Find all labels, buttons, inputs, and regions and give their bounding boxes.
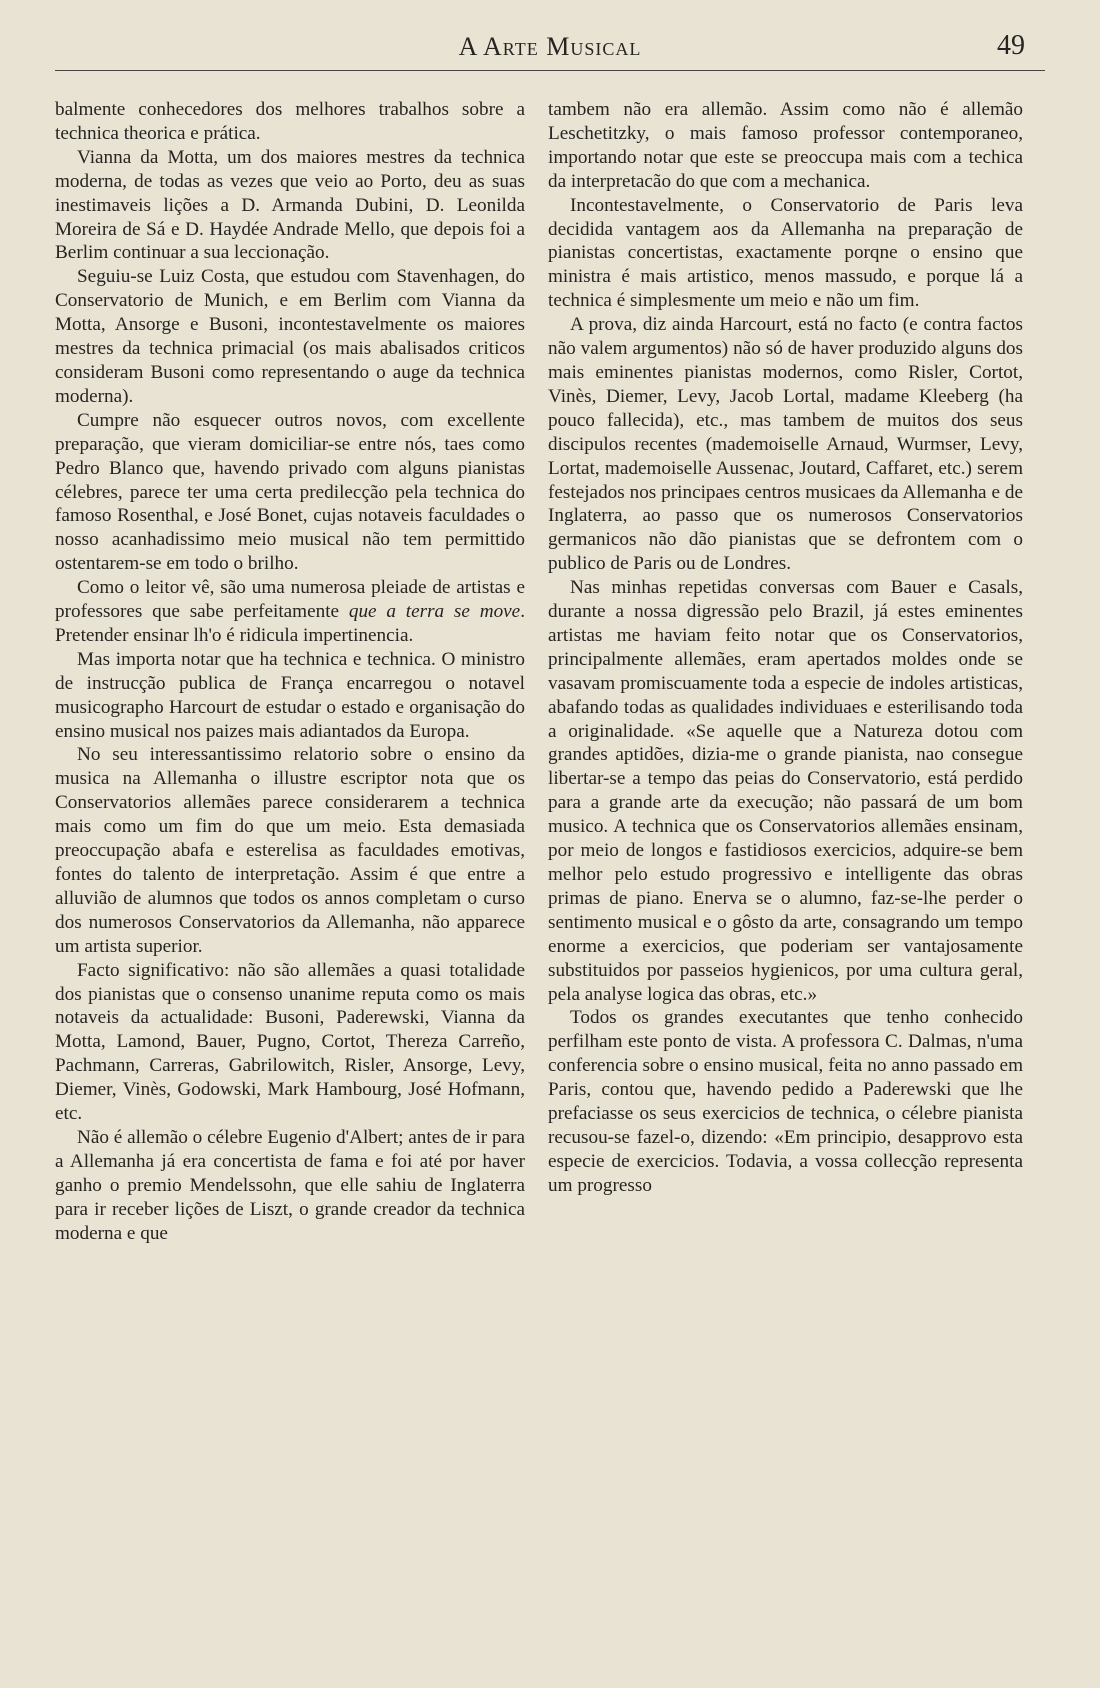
running-title: A Arte Musical [458, 32, 642, 61]
paragraph: Vianna da Motta, um dos maiores mestres da technica moderna, de todas as vezes que veio ao Porto, deu as suas inestimaveis lições a D. Armanda Dubini, D. Leonilda Moreira de Sá e D. Haydée Andrade Mello, que depois foi a Berlim continuar a sua leccionação. [55, 146, 525, 264]
paragraph: Não é allemão o célebre Eugenio d'Albert; antes de ir para a Allemanha já era concertista de fama e foi até por haver ganho o premio Mendelssohn, que elle sahiu de Inglaterra para ir receber lições de Liszt, o grande creador da technica moderna e que [55, 1126, 525, 1244]
paragraph: tambem não era allemão. Assim como não é allemão Leschetitzky, o mais famoso professor contemporaneo, importando notar que este se preoccupa mais com a techica da interpretacão do que com a mechanica. [548, 99, 1023, 192]
paragraph-text: Como o leitor vê, são uma numerosa pleiade de artistas e professores que sabe perfeitamente [55, 577, 525, 623]
header-rule [55, 70, 1045, 71]
paragraph: Nas minhas repetidas conversas com Bauer e Casals, durante a nossa digressão pelo Brazil, já estes eminentes artistas me haviam feito notar que os Conservatorios, principalmente allemães, eram apertados moldes onde se vasavam promiscuamente toda a especie de indoles artisticas, abafando todas as qualidades individuaes e esterilisando toda a originalidade. «Se aquelle que a Natureza dotou com grandes aptidões, dizia-me o grande pianista, nao consegue libertar-se a tempo das peias do Conservatorio, está perdido para a grande arte da execução; não passará de um bom musico. A technica que os Conservatorios allemães ensinam, por meio de longos e fastidiosos exercicios, adquire-se bem melhor pelo estudo progressivo e intelligente das obras primas de piano. Enerva se o alumno, faz-se-lhe perder o sentimento musical e o gôsto da arte, consagrando um tempo enorme a exercicios, que poderiam ser vantajosamente substituidos por passeios hygienicos, por uma cultura geral, pela analyse logica das obras, etc.» [548, 577, 1023, 1005]
paragraph: balmente conhecedores dos melhores trabalhos sobre a technica theorica e prática. [55, 99, 525, 144]
paragraph: Mas importa notar que ha technica e technica. O ministro de instrucção publica de França encarregou o notavel musicographo Harcourt de estudar o estado e organisação do ensino musical nos paizes mais adiantados da Europa. [55, 648, 525, 742]
paragraph: Cumpre não esquecer outros novos, com excellente preparação, que vieram domiciliar-se entre nós, taes como Pedro Blanco que, havendo privado com alguns pianistas célebres, parece ter uma certa predilecção pela technica do famoso Rosenthal, e José Bonet, cujas notaveis faculdades o nosso acanhadissimo meio musical não tem permittido ostentarem-se em todo o brilho. [55, 409, 525, 575]
paragraph: Incontestavelmente, o Conservatorio de Paris leva decidida vantagem aos da Allemanha na preparação de pianistas concertistas, exactamente porqne o ensino que ministra é mais artistico, menos massudo, e porque lá a technica é simplesmente um meio e não um fim. [548, 194, 1023, 312]
paragraph: Facto significativo: não são allemães a quasi totalidade dos pianistas que o consenso unanime reputa como os mais notaveis da actualidade: Busoni, Paderewski, Vianna da Motta, Lamond, Bauer, Pugno, Cortot, Thereza Carreño, Pachmann, Carreras, Gabrilowitch, Risler, Ansorge, Levy, Diemer, Vinès, Godowski, Mark Hambourg, José Hofmann, etc. [55, 959, 525, 1125]
page-header [55, 26, 1045, 76]
paragraph [55, 576, 525, 648]
left-column [55, 98, 525, 1246]
right-column [548, 98, 1023, 1198]
page-number: 49 [997, 30, 1025, 61]
paragraph: Todos os grandes executantes que tenho conhecido perfilham este ponto de vista. A professora C. Dalmas, n'uma conferencia sobre o ensino musical, feita no anno passado em Paris, contou que, havendo pedido a Paderewski que lhe prefaciasse os seus exercicios de technica, o célebre pianista recusou-se fazel-o, dizendo: «Em principio, desapprovo esta especie de exercicios. Todavia, a vossa collecção representa um progresso [548, 1007, 1023, 1196]
paragraph: No seu interessantissimo relatorio sobre o ensino da musica na Allemanha o illustre escriptor nota que os Conservatorios allemães parece considerarem a technica mais como um fim do que um meio. Esta demasiada preoccupação abafa e esterelisa as faculdades emotivas, fontes do talento de interpretação. Assim é que entre a alluvião de alumnos que todos os annos completam o curso dos numerosos Conservatorios da Allemanha, não apparece um artista superior. [55, 744, 525, 957]
paragraph: Seguiu-se Luiz Costa, que estudou com Stavenhagen, do Conservatorio de Munich, e em Berlim com Vianna da Motta, Ansorge e Busoni, incontestavelmente os maiores mestres da technica primacial (os mais abalisados criticos consideram Busoni como representando o auge da technica moderna). [55, 266, 525, 407]
paragraph-text: . Pretender ensinar lh'o é ridicula impertinencia. [55, 601, 525, 646]
paragraph: A prova, diz ainda Harcourt, está no facto (e contra factos não valem argumentos) não só de haver produzido alguns dos mais eminentes pianistas modernos, como Risler, Cortot, Vinès, Diemer, Levy, Jacob Lortal, madame Kleeberg (ha pouco fallecida), etc., mas tambem de muitos dos seus discipulos recentes (mademoiselle Arnaud, Wurmser, Levy, Lortat, mademoiselle Aussenac, Joutard, Caffaret, etc.) serem festejados nos principaes centros musicaes da Allemanha e de Inglaterra, ao passo que os numerosos Conservatorios germanicos não dão pianistas que se defrontem com o publico de Paris ou de Londres. [548, 314, 1023, 575]
italic-phrase: que a terra se move [348, 601, 521, 623]
